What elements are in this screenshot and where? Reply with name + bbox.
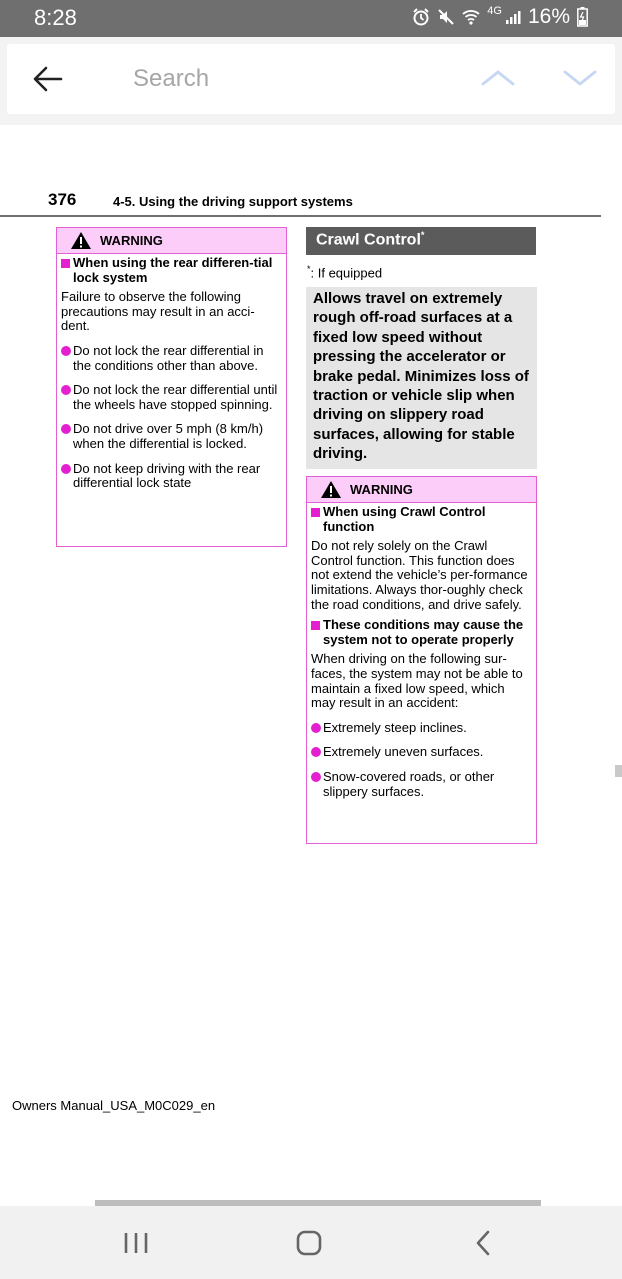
list-item: Do not lock the rear differential in the conditions other than above. [61, 344, 282, 373]
bullet-icon [61, 424, 71, 434]
warning-paragraph: When driving on the following sur-faces, the system may not be able to maintain a fixed low speed, which may result in an accident: [311, 651, 523, 711]
warning-triangle-icon [320, 480, 342, 499]
summary-text: Allows travel on extremely rough off-road surfaces at a fixed low speed without pressing the accelerator or brake pedal. Minimizes loss of traction or vehicle slip when driving on slippery road surfaces, allowing for stable driving. [313, 290, 529, 463]
home-icon [294, 1229, 324, 1257]
warning-body [307, 503, 536, 805]
chevron-down-icon [559, 66, 601, 90]
summary-box [306, 287, 537, 469]
battery-percent: 16% [527, 5, 570, 28]
square-bullet-icon [61, 259, 70, 268]
alarm-icon [412, 8, 430, 26]
section-heading: Crawl Control* [316, 230, 425, 249]
vertical-scroll-indicator[interactable] [615, 765, 622, 777]
section-heading-bar [306, 227, 536, 255]
status-time: 8:28 [34, 5, 77, 30]
back-arrow-icon [31, 64, 65, 94]
document-footer: Owners Manual_USA_M0C029_en [12, 1098, 216, 1113]
chevron-up-icon [477, 66, 519, 90]
list-item: Snow-covered roads, or other slippery surfaces. [311, 770, 532, 799]
bullet-icon [61, 464, 71, 474]
bullet-icon [61, 346, 71, 356]
battery-icon [577, 7, 588, 27]
bullet-icon [311, 772, 321, 782]
warning-subheading: When using the rear differen-tial lock system [61, 256, 282, 285]
recent-apps-button[interactable] [121, 1230, 151, 1261]
warning-subheading: When using Crawl Control function [311, 505, 532, 534]
network-type: 4G [487, 5, 502, 17]
mute-icon [437, 8, 455, 26]
bullet-icon [61, 385, 71, 395]
nav-back-button[interactable] [472, 1229, 496, 1262]
list-item: Extremely uneven surfaces. [311, 745, 532, 760]
wifi-icon [462, 8, 480, 26]
header-rule [0, 215, 601, 217]
warning-header [57, 228, 286, 254]
warning-header [307, 477, 536, 503]
section-title: 4-5. Using the driving support systems [113, 194, 353, 209]
footnote: *: If equipped [307, 264, 383, 281]
status-bar [0, 0, 622, 37]
list-item: Do not lock the rear differential until the wheels have stopped spinning. [61, 383, 282, 412]
warning-intro: Failure to observe the following precautions may result in an acci-dent. [61, 289, 255, 334]
warning-box-crawl-control [306, 476, 537, 844]
warning-body [57, 254, 286, 497]
search-bar [7, 44, 615, 114]
next-match-button[interactable] [559, 66, 601, 90]
list-item: Do not keep driving with the rear differential lock state [61, 462, 282, 491]
warning-label: WARNING [100, 233, 163, 248]
recent-apps-icon [121, 1230, 151, 1256]
home-button[interactable] [294, 1229, 324, 1262]
back-button[interactable] [31, 64, 65, 94]
warning-paragraph: Do not rely solely on the Crawl Control function. This function does not extend the vehicle’s per-formance limitations. Always thor-oughly check the road conditions, and drive safely. [311, 538, 528, 612]
warning-box-rear-differential [56, 227, 287, 547]
warning-subheading: These conditions may cause the system not to operate properly [311, 618, 532, 647]
status-icons [412, 5, 588, 29]
list-item: Do not drive over 5 mph (8 km/h) when the differential is locked. [61, 422, 282, 451]
nav-back-icon [472, 1229, 496, 1257]
previous-match-button[interactable] [477, 66, 519, 90]
page-number: 376 [48, 190, 77, 209]
square-bullet-icon [311, 621, 320, 630]
bullet-icon [311, 723, 321, 733]
warning-triangle-icon [70, 231, 92, 250]
bullet-icon [311, 747, 321, 757]
list-item: Extremely steep inclines. [311, 721, 532, 736]
system-nav-bar [0, 1206, 622, 1279]
warning-label: WARNING [350, 482, 413, 497]
search-input[interactable]: Search [133, 65, 210, 92]
signal-icon [505, 9, 521, 25]
square-bullet-icon [311, 508, 320, 517]
